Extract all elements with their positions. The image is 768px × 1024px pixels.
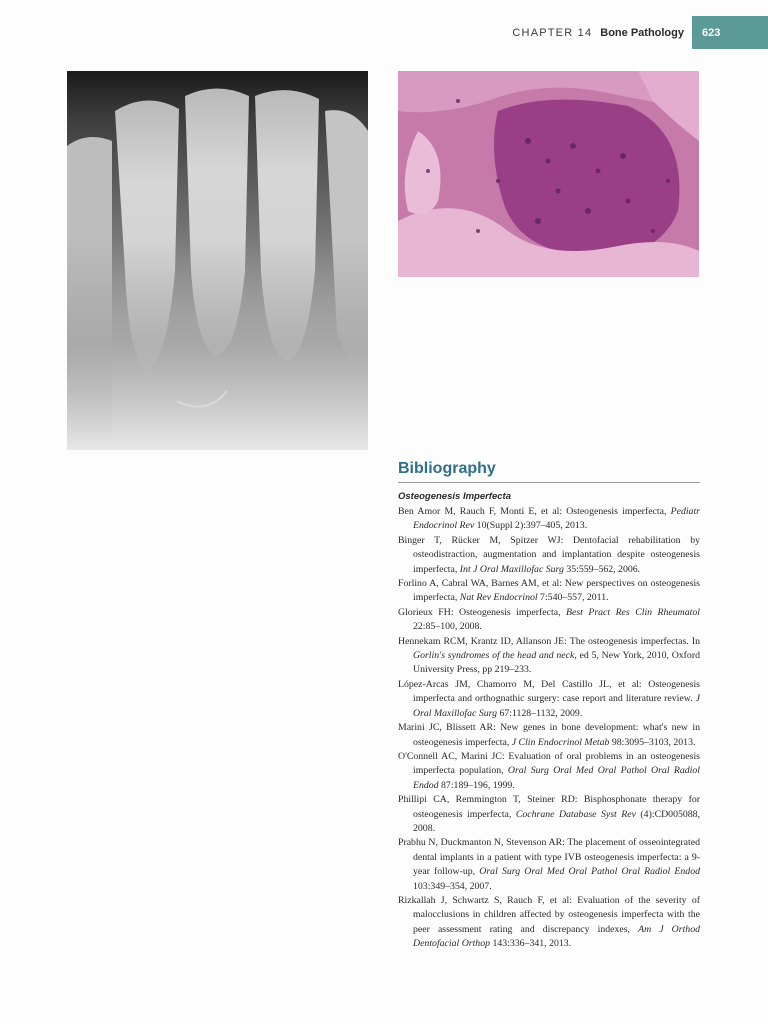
reference-citation: 143:336–341, 2013. [490,938,572,950]
reference-journal: Nat Rev Endocrinol [459,592,538,604]
reference-authors-title: López-Arcas JM, Chamorro M, Del Castillo JL, et al: Osteogenesis imperfecta and orthognathic surgery: case report and literature review. [398,678,700,705]
reference-journal: Oral Surg Oral Med Oral Pathol Oral Radiol Endod [479,866,700,878]
reference-item [398,721,700,750]
reference-citation: (4):CD005088, 2008. [413,808,701,834]
reference-journal: Oral Surg Oral Med Oral Pathol Oral Radiol Endod [413,765,700,791]
dental-radiograph-image [67,71,368,450]
reference-item [398,678,700,721]
reference-journal: J Oral Maxillofac Surg [413,693,700,719]
reference-citation: 35:559–562, 2006. [563,563,641,575]
reference-item [398,836,700,894]
reference-authors-title: Phillipi CA, Remmington T, Steiner RD: Bisphosphonate therapy for osteogenesis imperfecta, [398,794,700,820]
reference-authors-title: O'Connell AC, Marini JC: Evaluation of oral problems in an osteogenesis imperfecta population, [398,750,700,777]
chapter-label: CHAPTER 14 [512,26,593,39]
reference-citation: 98:3095–3103, 2013. [609,736,696,748]
reference-authors-title: Ben Amor M, Rauch F, Monti E, et al: Osteogenesis imperfecta, [398,506,671,517]
histology-micrograph-image [398,71,699,277]
reference-list [398,505,700,952]
reference-citation: , ed 5, New York, 2010, Oxford University Press, pp 219–233. [413,650,700,676]
reference-citation: 22:85–100, 2008. [413,621,482,633]
reference-authors-title: Glorieux FH: Osteogenesis imperfecta, [398,606,566,618]
running-header [512,16,768,49]
reference-item [398,793,700,836]
reference-item [398,750,700,793]
reference-authors-title: Binger T, Rücker M, Spitzer WJ: Dentofacial rehabilitation by osteodistraction, augmentation and implantation despite osteogenesis imperfecta, [398,534,700,575]
reference-citation: 10(Suppl 2):397–405, 2013. [474,520,588,532]
page-number-tab: 623 [692,16,768,49]
reference-citation: 67:1128–1132, 2009. [497,707,583,719]
reference-item [398,894,700,952]
chapter-topic: Bone Pathology [600,26,684,39]
reference-authors-title: Forlino A, Cabral WA, Barnes AM, et al: New perspectives on osteogenesis imperfecta, [398,578,700,604]
reference-journal: Best Pract Res Clin Rheumatol [566,606,700,618]
reference-journal: Pediatr Endocrinol Rev [413,506,700,532]
reference-journal: Int J Oral Maxillofac Surg [459,563,564,575]
reference-authors-title: Hennekam RCM, Krantz ID, Allanson JE: The osteogenesis imperfectas. In [398,635,700,647]
reference-citation: 87:189–196, 1999. [438,779,515,791]
reference-authors-title: Marini JC, Blissett AR: New genes in bone development: what's new in osteogenesis imperfecta, [398,722,700,748]
reference-item [398,505,700,534]
reference-item [398,635,700,678]
reference-citation: 7:540–557, 2011. [537,592,609,604]
reference-item [398,606,700,635]
bibliography-title: Bibliography [398,460,700,483]
reference-journal: Gorlin's syndromes of the head and neck [413,650,575,662]
reference-item [398,577,700,606]
reference-journal: J Clin Endocrinol Metab [511,736,610,748]
reference-citation: 103:349–354, 2007. [413,880,492,892]
reference-journal: Am J Orthod Dentofacial Orthop [413,923,700,950]
reference-item [398,534,700,577]
bibliography-section [398,460,700,952]
bibliography-subheading: Osteogenesis Imperfecta [398,491,511,502]
reference-journal: Cochrane Database Syst Rev [515,808,636,820]
reference-authors-title: Prabhu N, Duckmanton N, Stevenson AR: The placement of osseointegrated dental implants in a patient with type IVB osteogenesis imperfecta: a 9-year follow-up, [398,837,700,878]
reference-authors-title: Rizkallah J, Schwartz S, Rauch F, et al: Evaluation of the severity of malocclusions in children affected by osteogenesis imperfecta with the peer assessment rating and discrepancy indexes, [398,894,700,935]
